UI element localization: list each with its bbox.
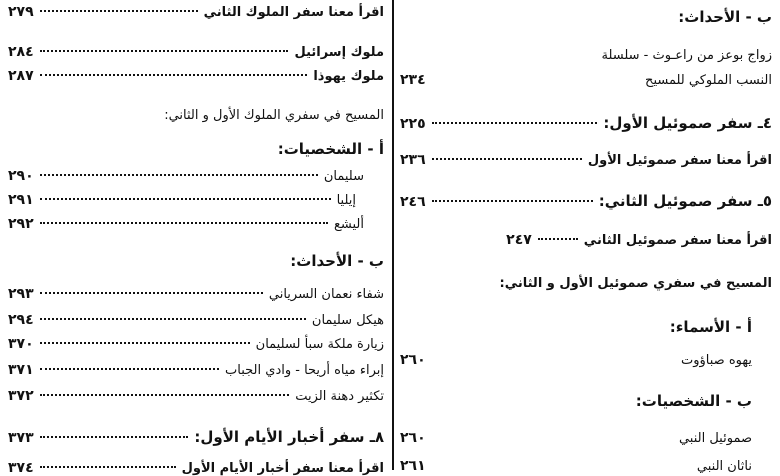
entry-label: صموئيل النبي xyxy=(678,431,752,446)
toc-entry-sheba[interactable] xyxy=(8,336,384,352)
page-number: ٢٨٧ xyxy=(8,68,34,84)
page-number: ٢٣٤ xyxy=(400,72,426,88)
persons-header: أ - الشخصيات: xyxy=(277,140,384,158)
page-number: ٢٩١ xyxy=(8,192,34,208)
entry-label: ناثان النبي xyxy=(696,459,752,474)
page-number: ٢٩٢ xyxy=(8,216,34,232)
toc-entry-read-samuel1[interactable] xyxy=(400,152,772,168)
page-number: ٢٩٤ xyxy=(8,312,34,328)
page-number: ٣٧٢ xyxy=(8,388,34,404)
entry-label: زيارة ملكة سبأ لسليمان xyxy=(255,337,384,352)
toc-entry-elijah[interactable] xyxy=(8,192,384,208)
entry-label: ملوك إسرائيل xyxy=(294,45,384,60)
entry-label: النسب الملوكي للمسيح xyxy=(645,73,772,88)
entry-label: ملوك يهوذا xyxy=(313,69,384,84)
toc-entry-oil[interactable] xyxy=(8,388,384,404)
page-number: ٣٧٠ xyxy=(8,336,34,352)
entry-label: ٤ـ سفر صموئيل الأول: xyxy=(603,114,772,132)
page-number: ٢٦٠ xyxy=(400,352,426,368)
page-number: ٢٦١ xyxy=(400,458,426,474)
toc-entry-read-chronicles1[interactable] xyxy=(8,460,384,476)
entry-label: هيكل سليمان xyxy=(311,313,384,328)
entry-label: إبراء مياه أريحا - وادي الجباب xyxy=(225,363,384,378)
toc-entry-samuel-prophet[interactable] xyxy=(400,430,772,446)
entry-label: أليشع xyxy=(333,217,364,232)
toc-entry-jericho[interactable] xyxy=(8,362,384,378)
page-number: ٣٧٣ xyxy=(8,430,34,446)
toc-entry-ruth-boaz[interactable] xyxy=(400,72,772,88)
event-ruth-line1: زواج بوعز من راعـوث - سلسلة xyxy=(601,48,772,63)
page-number: ٢٤٧ xyxy=(506,232,532,248)
toc-right-column xyxy=(400,0,772,474)
christ-samuel-header: المسيح في سفري صموئيل الأول و الثاني: xyxy=(499,276,772,291)
page-number: ٢٩٣ xyxy=(8,286,34,302)
entry-label: ٨ـ سفر أخبار الأيام الأول: xyxy=(194,428,384,446)
toc-entry-chronicles1[interactable] xyxy=(8,428,384,446)
toc-entry-elisha[interactable] xyxy=(8,216,384,232)
page-number: ٢٣٦ xyxy=(400,152,426,168)
toc-entry-solomon[interactable] xyxy=(8,168,384,184)
page-number: ٢٤٦ xyxy=(400,194,426,210)
toc-entry-samuel1[interactable] xyxy=(400,114,772,132)
toc-entry-samuel2[interactable] xyxy=(400,192,772,210)
toc-entry-read-kings2[interactable] xyxy=(8,4,384,20)
persons-header: ب - الشخصيات: xyxy=(635,392,752,410)
entry-label: اقرأ معنا سفر الملوك الثاني xyxy=(203,5,384,20)
toc-entry-nathan-prophet[interactable] xyxy=(400,458,772,474)
christ-kings-header: المسيح في سفري الملوك الأول و الثاني: xyxy=(164,108,384,123)
entry-label: يهوه صباؤوت xyxy=(681,353,752,368)
toc-entry-temple[interactable] xyxy=(8,312,384,328)
toc-entry-judah-kings[interactable] xyxy=(8,68,384,84)
column-divider xyxy=(392,0,394,470)
entry-label: تكثير دهنة الزيت xyxy=(295,389,384,404)
page-number: ٢٦٠ xyxy=(400,430,426,446)
toc-entry-yahweh-sabaoth[interactable] xyxy=(400,352,772,368)
page-number: ٢٢٥ xyxy=(400,116,426,132)
entry-label: ٥ـ سفر صموئيل الثاني: xyxy=(598,192,772,210)
toc-entry-read-samuel2[interactable] xyxy=(400,232,772,248)
entry-label: شفاء نعمان السرياني xyxy=(268,287,384,302)
entry-label: اقرأ معنا سفر أخبار الأيام الأول xyxy=(181,461,384,476)
entry-label: سليمان xyxy=(323,169,364,184)
events-header: ب - الأحداث: xyxy=(678,8,772,26)
page-number: ٢٨٤ xyxy=(8,44,34,60)
entry-label: إيليا xyxy=(336,193,356,208)
page-number: ٢٩٠ xyxy=(8,168,34,184)
page-number: ٣٧١ xyxy=(8,362,34,378)
entry-label: اقرأ معنا سفر صموئيل الثاني xyxy=(583,233,772,248)
page-number: ٣٧٤ xyxy=(8,460,34,476)
events-header: ب - الأحداث: xyxy=(290,252,384,270)
toc-entry-naaman[interactable] xyxy=(8,286,384,302)
names-header: أ - الأسماء: xyxy=(669,318,752,336)
toc-left-column xyxy=(8,0,384,476)
entry-label: اقرأ معنا سفر صموئيل الأول xyxy=(587,153,772,168)
page-number: ٢٧٩ xyxy=(8,4,34,20)
toc-entry-israel-kings[interactable] xyxy=(8,44,384,60)
